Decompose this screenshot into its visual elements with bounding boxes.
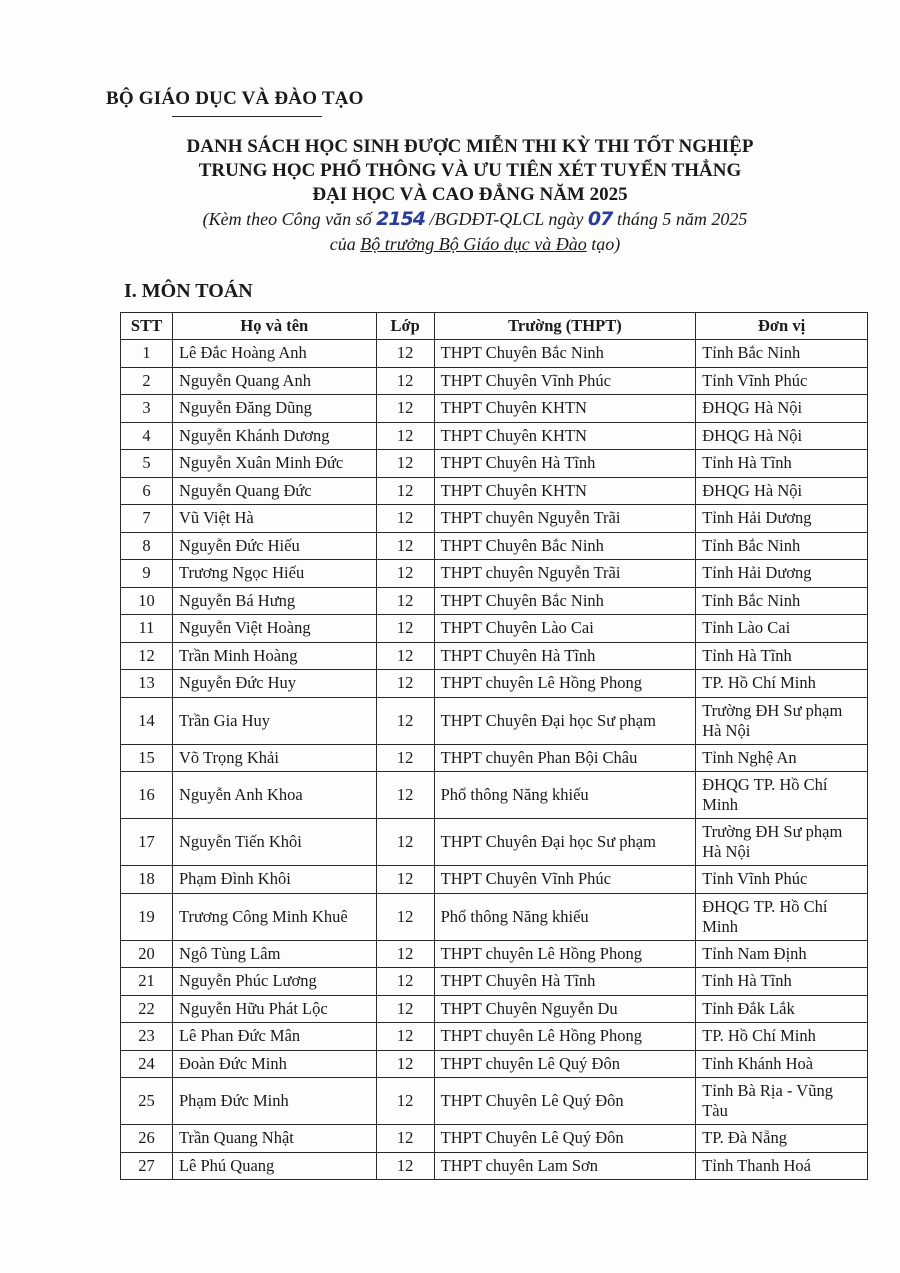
table-row bbox=[121, 893, 868, 940]
table-row bbox=[121, 866, 868, 894]
cell-unit: Tỉnh Bắc Ninh bbox=[696, 340, 868, 368]
cell-class: 12 bbox=[376, 615, 434, 643]
cell-name: Trương Ngọc Hiếu bbox=[172, 560, 376, 588]
cell-name: Nguyễn Khánh Dương bbox=[172, 422, 376, 450]
cell-class: 12 bbox=[376, 968, 434, 996]
cell-stt: 25 bbox=[121, 1078, 173, 1125]
reference-prefix: (Kèm theo Công văn số bbox=[202, 209, 372, 229]
cell-unit: ĐHQG Hà Nội bbox=[696, 477, 868, 505]
cell-class: 12 bbox=[376, 893, 434, 940]
cell-unit: Tỉnh Hà Tĩnh bbox=[696, 968, 868, 996]
cell-school: THPT chuyên Lê Hồng Phong bbox=[434, 940, 696, 968]
ministry-underline bbox=[172, 116, 322, 117]
cell-class: 12 bbox=[376, 1152, 434, 1180]
cell-stt: 15 bbox=[121, 744, 173, 772]
table-row bbox=[121, 587, 868, 615]
table-row bbox=[121, 395, 868, 423]
cell-class: 12 bbox=[376, 560, 434, 588]
cell-class: 12 bbox=[376, 772, 434, 819]
cell-name: Nguyễn Hữu Phát Lộc bbox=[172, 995, 376, 1023]
cell-stt: 27 bbox=[121, 1152, 173, 1180]
cell-stt: 21 bbox=[121, 968, 173, 996]
issuer-suffix: tạo) bbox=[586, 234, 621, 254]
cell-school: THPT Chuyên Đại học Sư phạm bbox=[434, 697, 696, 744]
cell-name: Nguyễn Quang Đức bbox=[172, 477, 376, 505]
cell-name: Trần Minh Hoàng bbox=[172, 642, 376, 670]
cell-school: THPT Chuyên Hà Tĩnh bbox=[434, 642, 696, 670]
cell-name: Ngô Tùng Lâm bbox=[172, 940, 376, 968]
cell-stt: 4 bbox=[121, 422, 173, 450]
header-class: Lớp bbox=[376, 313, 434, 340]
cell-class: 12 bbox=[376, 340, 434, 368]
cell-class: 12 bbox=[376, 532, 434, 560]
table-row bbox=[121, 819, 868, 866]
cell-school: THPT chuyên Nguyễn Trãi bbox=[434, 505, 696, 533]
table-row bbox=[121, 505, 868, 533]
cell-unit: Tỉnh Thanh Hoá bbox=[696, 1152, 868, 1180]
table-row bbox=[121, 642, 868, 670]
cell-school: THPT Chuyên Lê Quý Đôn bbox=[434, 1125, 696, 1153]
cell-unit: TP. Đà Nẵng bbox=[696, 1125, 868, 1153]
cell-name: Nguyễn Tiến Khôi bbox=[172, 819, 376, 866]
table-row bbox=[121, 1078, 868, 1125]
student-table bbox=[120, 312, 868, 1180]
cell-stt: 6 bbox=[121, 477, 173, 505]
cell-name: Trương Công Minh Khuê bbox=[172, 893, 376, 940]
cell-name: Phạm Đức Minh bbox=[172, 1078, 376, 1125]
cell-school: THPT Chuyên KHTN bbox=[434, 477, 696, 505]
cell-school: THPT Chuyên Hà Tĩnh bbox=[434, 968, 696, 996]
cell-stt: 19 bbox=[121, 893, 173, 940]
table-row bbox=[121, 340, 868, 368]
handwritten-doc-number: 2154 bbox=[376, 208, 426, 230]
cell-stt: 24 bbox=[121, 1050, 173, 1078]
cell-school: THPT chuyên Lê Hồng Phong bbox=[434, 1023, 696, 1051]
cell-stt: 2 bbox=[121, 367, 173, 395]
table-row bbox=[121, 772, 868, 819]
cell-unit: Tỉnh Nghệ An bbox=[696, 744, 868, 772]
cell-name: Vũ Việt Hà bbox=[172, 505, 376, 533]
reference-mid: /BGDĐT-QLCL ngày bbox=[429, 209, 584, 229]
cell-school: THPT Chuyên Vĩnh Phúc bbox=[434, 866, 696, 894]
cell-stt: 9 bbox=[121, 560, 173, 588]
cell-class: 12 bbox=[376, 642, 434, 670]
cell-stt: 16 bbox=[121, 772, 173, 819]
cell-school: THPT Chuyên KHTN bbox=[434, 395, 696, 423]
header-school: Trường (THPT) bbox=[434, 313, 696, 340]
table-row bbox=[121, 995, 868, 1023]
cell-name: Nguyễn Quang Anh bbox=[172, 367, 376, 395]
cell-name: Nguyễn Phúc Lương bbox=[172, 968, 376, 996]
cell-school: THPT chuyên Lê Hồng Phong bbox=[434, 670, 696, 698]
issuer-underlined: Bộ trưởng Bộ Giáo dục và Đào bbox=[360, 234, 587, 254]
cell-class: 12 bbox=[376, 587, 434, 615]
header-unit: Đơn vị bbox=[696, 313, 868, 340]
document-title-line-1: DANH SÁCH HỌC SINH ĐƯỢC MIỄN THI KỲ THI TỐT NGHIỆP bbox=[186, 136, 754, 157]
table-row bbox=[121, 422, 868, 450]
cell-name: Lê Phan Đức Mân bbox=[172, 1023, 376, 1051]
header-name: Họ và tên bbox=[172, 313, 376, 340]
cell-unit: Tỉnh Bắc Ninh bbox=[696, 587, 868, 615]
cell-name: Trần Gia Huy bbox=[172, 697, 376, 744]
table-row bbox=[121, 1023, 868, 1051]
cell-unit: Tỉnh Khánh Hoà bbox=[696, 1050, 868, 1078]
cell-school: THPT Chuyên Lê Quý Đôn bbox=[434, 1078, 696, 1125]
cell-unit: Tỉnh Bà Rịa - Vũng Tàu bbox=[696, 1078, 868, 1125]
cell-stt: 7 bbox=[121, 505, 173, 533]
table-header-row bbox=[121, 313, 868, 340]
cell-school: THPT Chuyên Bắc Ninh bbox=[434, 587, 696, 615]
cell-class: 12 bbox=[376, 1023, 434, 1051]
cell-school: THPT Chuyên Lào Cai bbox=[434, 615, 696, 643]
cell-stt: 17 bbox=[121, 819, 173, 866]
cell-unit: ĐHQG TP. Hồ Chí Minh bbox=[696, 772, 868, 819]
cell-class: 12 bbox=[376, 995, 434, 1023]
table-row bbox=[121, 1125, 868, 1153]
cell-unit: Tỉnh Vĩnh Phúc bbox=[696, 367, 868, 395]
table-row bbox=[121, 940, 868, 968]
cell-school: Phổ thông Năng khiếu bbox=[434, 772, 696, 819]
cell-school: THPT Chuyên KHTN bbox=[434, 422, 696, 450]
cell-unit: ĐHQG Hà Nội bbox=[696, 422, 868, 450]
cell-stt: 12 bbox=[121, 642, 173, 670]
cell-unit: Trường ĐH Sư phạm Hà Nội bbox=[696, 697, 868, 744]
table-row bbox=[121, 367, 868, 395]
cell-unit: ĐHQG TP. Hồ Chí Minh bbox=[696, 893, 868, 940]
cell-school: THPT Chuyên Bắc Ninh bbox=[434, 532, 696, 560]
cell-stt: 11 bbox=[121, 615, 173, 643]
cell-class: 12 bbox=[376, 1050, 434, 1078]
cell-stt: 18 bbox=[121, 866, 173, 894]
table-row bbox=[121, 744, 868, 772]
cell-unit: Tỉnh Hà Tĩnh bbox=[696, 450, 868, 478]
cell-unit: TP. Hồ Chí Minh bbox=[696, 1023, 868, 1051]
cell-stt: 22 bbox=[121, 995, 173, 1023]
table-row bbox=[121, 615, 868, 643]
cell-name: Nguyễn Đăng Dũng bbox=[172, 395, 376, 423]
cell-unit: TP. Hồ Chí Minh bbox=[696, 670, 868, 698]
handwritten-day: 07 bbox=[587, 208, 613, 230]
table-body bbox=[121, 340, 868, 1180]
cell-stt: 26 bbox=[121, 1125, 173, 1153]
cell-unit: Tỉnh Lào Cai bbox=[696, 615, 868, 643]
table-row bbox=[121, 477, 868, 505]
cell-school: THPT chuyên Lê Quý Đôn bbox=[434, 1050, 696, 1078]
cell-school: THPT chuyên Phan Bội Châu bbox=[434, 744, 696, 772]
cell-class: 12 bbox=[376, 1125, 434, 1153]
cell-unit: Tỉnh Hải Dương bbox=[696, 505, 868, 533]
cell-name: Nguyễn Xuân Minh Đức bbox=[172, 450, 376, 478]
cell-name: Đoàn Đức Minh bbox=[172, 1050, 376, 1078]
cell-stt: 13 bbox=[121, 670, 173, 698]
cell-unit: Tỉnh Đắk Lắk bbox=[696, 995, 868, 1023]
cell-stt: 14 bbox=[121, 697, 173, 744]
table-row bbox=[121, 560, 868, 588]
cell-unit: Tỉnh Vĩnh Phúc bbox=[696, 866, 868, 894]
cell-unit: Tỉnh Hải Dương bbox=[696, 560, 868, 588]
table-row bbox=[121, 968, 868, 996]
table-row bbox=[121, 532, 868, 560]
cell-school: Phổ thông Năng khiếu bbox=[434, 893, 696, 940]
cell-class: 12 bbox=[376, 1078, 434, 1125]
cell-name: Nguyễn Việt Hoàng bbox=[172, 615, 376, 643]
cell-unit: Trường ĐH Sư phạm Hà Nội bbox=[696, 819, 868, 866]
cell-stt: 1 bbox=[121, 340, 173, 368]
document-issuer bbox=[0, 232, 900, 257]
cell-name: Lê Đắc Hoàng Anh bbox=[172, 340, 376, 368]
cell-stt: 23 bbox=[121, 1023, 173, 1051]
cell-stt: 8 bbox=[121, 532, 173, 560]
cell-class: 12 bbox=[376, 670, 434, 698]
section-title: I. MÔN TOÁN bbox=[124, 280, 253, 302]
issuer-prefix: của bbox=[329, 234, 361, 254]
document-title-line-2: TRUNG HỌC PHỔ THÔNG VÀ ƯU TIÊN XÉT TUYỂN THẲNG bbox=[198, 160, 742, 181]
cell-class: 12 bbox=[376, 367, 434, 395]
cell-school: THPT Chuyên Hà Tĩnh bbox=[434, 450, 696, 478]
cell-class: 12 bbox=[376, 505, 434, 533]
document-title-line-3: ĐẠI HỌC VÀ CAO ĐẲNG NĂM 2025 bbox=[312, 184, 628, 205]
cell-unit: ĐHQG Hà Nội bbox=[696, 395, 868, 423]
cell-stt: 20 bbox=[121, 940, 173, 968]
document-reference bbox=[0, 207, 900, 232]
cell-name: Nguyễn Anh Khoa bbox=[172, 772, 376, 819]
cell-unit: Tỉnh Bắc Ninh bbox=[696, 532, 868, 560]
cell-class: 12 bbox=[376, 744, 434, 772]
table-row bbox=[121, 450, 868, 478]
ministry-name: BỘ GIÁO DỤC VÀ ĐÀO TẠO bbox=[106, 88, 364, 109]
cell-school: THPT chuyên Lam Sơn bbox=[434, 1152, 696, 1180]
cell-class: 12 bbox=[376, 395, 434, 423]
header-stt: STT bbox=[121, 313, 173, 340]
cell-stt: 3 bbox=[121, 395, 173, 423]
reference-suffix: tháng 5 năm 2025 bbox=[616, 209, 748, 229]
cell-name: Nguyễn Bá Hưng bbox=[172, 587, 376, 615]
table-row bbox=[121, 697, 868, 744]
cell-school: THPT Chuyên Bắc Ninh bbox=[434, 340, 696, 368]
cell-unit: Tỉnh Hà Tĩnh bbox=[696, 642, 868, 670]
cell-name: Nguyễn Đức Huy bbox=[172, 670, 376, 698]
cell-class: 12 bbox=[376, 477, 434, 505]
cell-stt: 5 bbox=[121, 450, 173, 478]
cell-class: 12 bbox=[376, 450, 434, 478]
cell-class: 12 bbox=[376, 940, 434, 968]
cell-class: 12 bbox=[376, 866, 434, 894]
cell-name: Võ Trọng Khải bbox=[172, 744, 376, 772]
cell-class: 12 bbox=[376, 819, 434, 866]
cell-name: Nguyễn Đức Hiếu bbox=[172, 532, 376, 560]
cell-school: THPT Chuyên Vĩnh Phúc bbox=[434, 367, 696, 395]
cell-name: Trần Quang Nhật bbox=[172, 1125, 376, 1153]
cell-school: THPT Chuyên Đại học Sư phạm bbox=[434, 819, 696, 866]
table-row bbox=[121, 1050, 868, 1078]
cell-name: Lê Phú Quang bbox=[172, 1152, 376, 1180]
cell-stt: 10 bbox=[121, 587, 173, 615]
table-row bbox=[121, 670, 868, 698]
cell-class: 12 bbox=[376, 697, 434, 744]
cell-name: Phạm Đình Khôi bbox=[172, 866, 376, 894]
cell-school: THPT chuyên Nguyễn Trãi bbox=[434, 560, 696, 588]
cell-class: 12 bbox=[376, 422, 434, 450]
cell-school: THPT Chuyên Nguyễn Du bbox=[434, 995, 696, 1023]
cell-unit: Tỉnh Nam Định bbox=[696, 940, 868, 968]
table-row bbox=[121, 1152, 868, 1180]
